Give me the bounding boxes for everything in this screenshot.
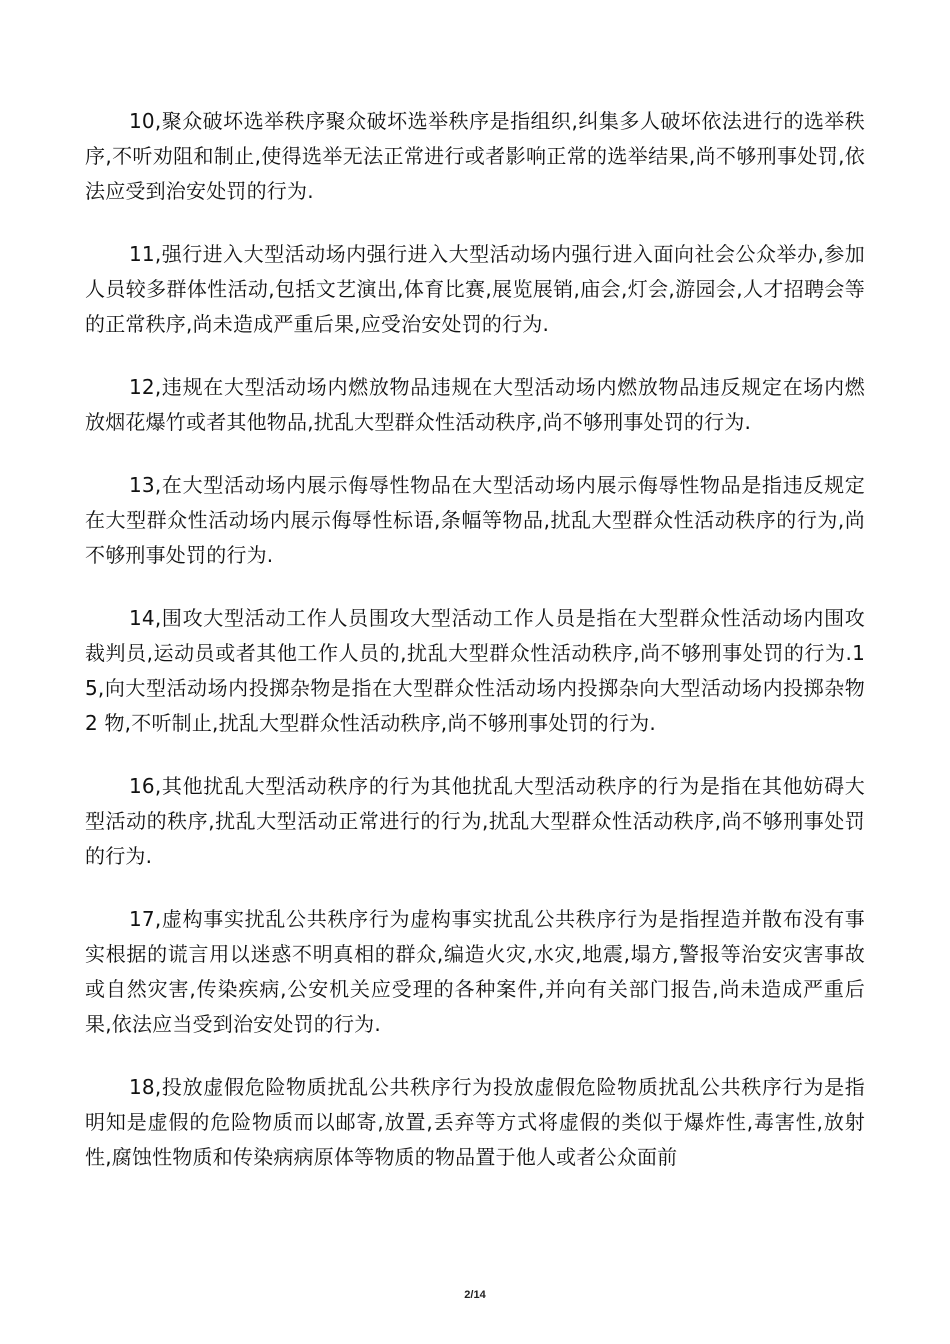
paragraph-12: 12,违规在大型活动场内燃放物品违规在大型活动场内燃放物品违反规定在场内燃放烟花爆竹或者其他物品,扰乱大型群众性活动秩序,尚不够刑事处罚的行为. bbox=[85, 375, 865, 434]
paragraph-16: 16,其他扰乱大型活动秩序的行为其他扰乱大型活动秩序的行为是指在其他妨碍大型活动的秩序,扰乱大型活动正常进行的行为,扰乱大型群众性活动秩序,尚不够刑事处罚的行为. bbox=[85, 774, 865, 868]
paragraph-14-15: 14,围攻大型活动工作人员围攻大型活动工作人员是指在大型群众性活动场内围攻裁判员,运动员或者其他工作人员的,扰乱大型群众性活动秩序,尚不够刑事处罚的行为.15,向大型活动场内投掷杂物是指在大型群众性活动场内投掷杂向大型活动场内投掷杂物 2 物,不听制止,扰乱大型群众性活动秩序,尚不够刑事处罚的行为. bbox=[85, 606, 865, 735]
paragraph-10: 10,聚众破坏选举秩序聚众破坏选举秩序是指组织,纠集多人破坏依法进行的选举秩序,不听劝阻和制止,使得选举无法正常进行或者影响正常的选举结果,尚不够刑事处罚,依法应受到治安处罚的行为. bbox=[85, 109, 865, 203]
paragraph-11: 11,强行进入大型活动场内强行进入大型活动场内强行进入面向社会公众举办,参加人员较多群体性活动,包括文艺演出,体育比赛,展览展销,庙会,灯会,游园会,人才招聘会等的正常秩序,尚未造成严重后果,应受治安处罚的行为. bbox=[85, 242, 865, 336]
paragraph-13: 13,在大型活动场内展示侮辱性物品在大型活动场内展示侮辱性物品是指违反规定在大型群众性活动场内展示侮辱性标语,条幅等物品,扰乱大型群众性活动秩序的行为,尚不够刑事处罚的行为. bbox=[85, 473, 865, 567]
page-number: 2/14 bbox=[464, 1289, 486, 1301]
paragraph-17: 17,虚构事实扰乱公共秩序行为虚构事实扰乱公共秩序行为是指捏造并散布没有事实根据的谎言用以迷惑不明真相的群众,编造火灾,水灾,地震,塌方,警报等治安灾害事故或自然灾害,传染疾病,公安机关应受理的各种案件,并向有关部门报告,尚未造成严重后果,依法应当受到治安处罚的行为. bbox=[85, 907, 865, 1036]
document-body bbox=[85, 104, 865, 1203]
paragraph-18: 18,投放虚假危险物质扰乱公共秩序行为投放虚假危险物质扰乱公共秩序行为是指明知是虚假的危险物质而以邮寄,放置,丢弃等方式将虚假的类似于爆炸性,毒害性,放射性,腐蚀性物质和传染病病原体等物质的物品置于他人或者公众面前 bbox=[85, 1075, 865, 1169]
